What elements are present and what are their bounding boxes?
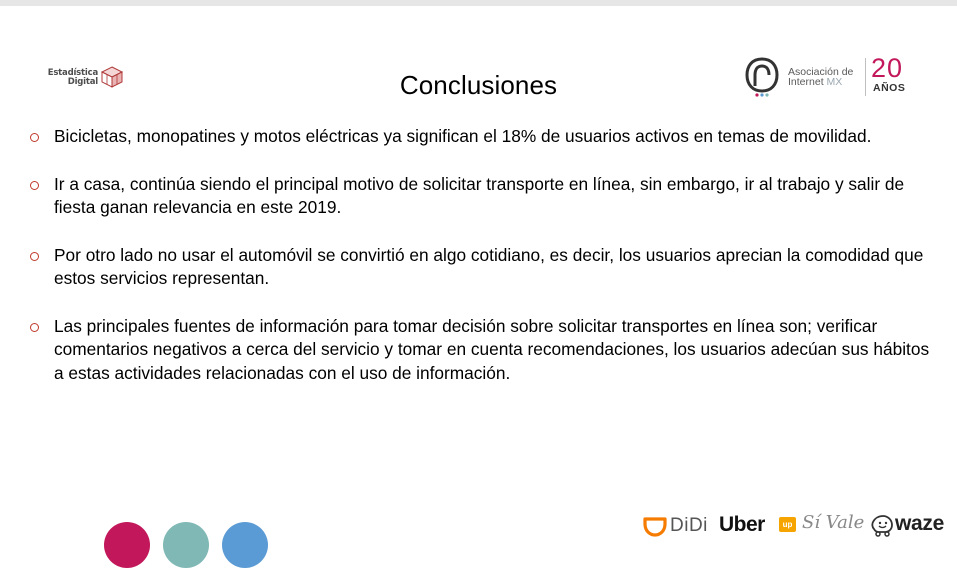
- conclusion-item: [30, 173, 935, 220]
- didi-logo: DiDi: [670, 515, 708, 536]
- amx-line-2: [788, 77, 853, 87]
- conclusion-text: Bicicletas, monopatines y motos eléctricas ya significan el 18% de usuarios activos en temas de movilidad.: [54, 126, 872, 146]
- logo-line-2: Digital: [67, 77, 98, 87]
- up-badge-icon: up: [779, 517, 796, 532]
- anniversary-label: AÑOS: [873, 82, 906, 94]
- bullet-circle-icon: [30, 323, 39, 332]
- top-rule: [0, 0, 957, 6]
- amx-line-2-suffix: MX: [826, 76, 843, 88]
- asociacion-internet-mx-logo: [744, 53, 916, 98]
- decorative-circle-teal: [163, 522, 209, 568]
- logo-divider: [865, 58, 866, 96]
- uber-logo: Uber: [719, 513, 765, 536]
- didi-icon: [643, 515, 667, 537]
- decorative-circle-blue: [222, 522, 268, 568]
- conclusion-item: [30, 315, 935, 386]
- page-title: Conclusiones: [399, 70, 558, 100]
- amx-mark-icon: [744, 56, 780, 98]
- anniversary-number: 20: [871, 53, 904, 83]
- waze-logo: waze: [895, 512, 944, 535]
- amx-line-2-main: Internet: [788, 76, 824, 88]
- bullet-circle-icon: [30, 181, 39, 190]
- conclusion-item: [30, 244, 935, 291]
- waze-icon: [870, 515, 894, 537]
- conclusions-list: [30, 125, 935, 385]
- conclusion-text: Por otro lado no usar el automóvil se convirtió en algo cotidiano, es decir, los usuarios aprecian la comodidad que estos servicios representan.: [54, 244, 924, 288]
- partner-logos: [643, 512, 957, 540]
- decorative-circle-magenta: [104, 522, 150, 568]
- amx-line-1: Asociación de: [788, 66, 854, 78]
- conclusion-item: [30, 125, 935, 149]
- conclusion-text: Las principales fuentes de información para tomar decisión sobre solicitar transportes en línea son; verificar comentarios negativos a cerca del servicio y tomar en cuenta recomendaciones, los usuarios adecúan sus hábitos a estas actividades relacionadas con el uso de información.: [54, 315, 930, 383]
- conclusion-text: Ir a casa, continúa siendo el principal motivo de solicitar transporte en línea, sin embargo, ir al trabajo y salir de fiesta ganan relevancia en este 2019.: [54, 173, 905, 217]
- logo-line-1: Estadística: [47, 68, 98, 78]
- sivale-logo: Sí Vale: [802, 512, 865, 533]
- bullet-circle-icon: [30, 133, 39, 142]
- amx-wordmark: [788, 67, 853, 87]
- bullet-circle-icon: [30, 252, 39, 261]
